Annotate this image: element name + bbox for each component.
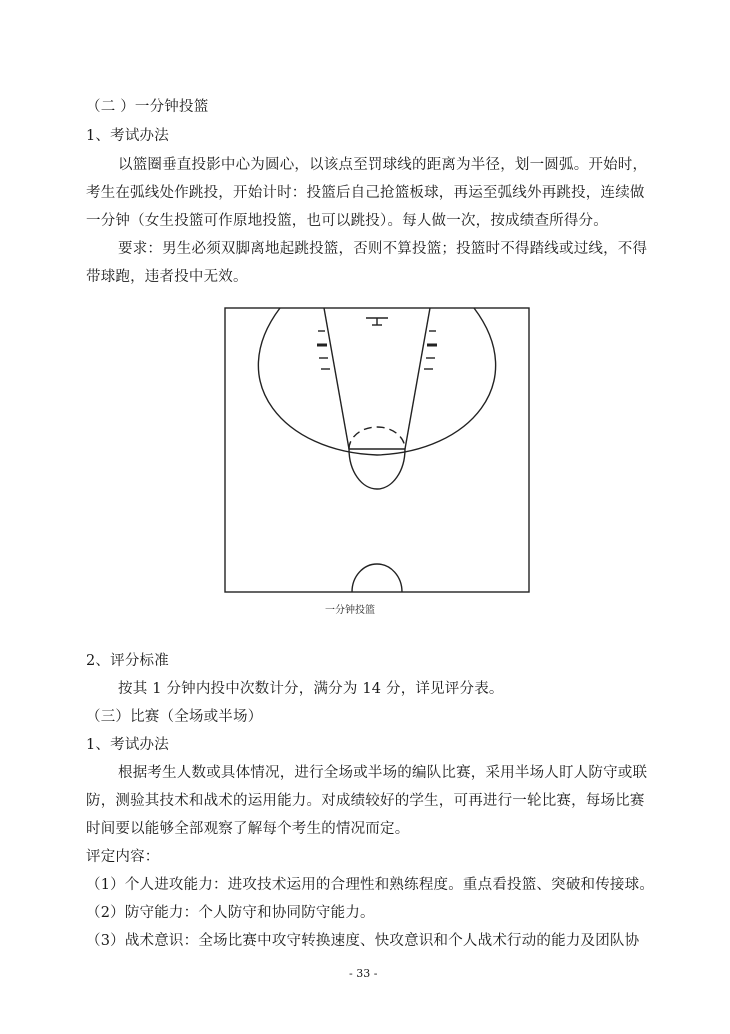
requirement-line-2: 带球跑，违者投中无效。 [86, 269, 248, 285]
method-paragraph-line-2: 考生在弧线处作跳投，开始计时：投篮后自己抢篮板球，再运至弧线外再跳投，连续做 [86, 185, 645, 201]
requirement-line-1: 要求：男生必须双脚离地起跳投篮，否则不算投篮；投篮时不得踏线或过线，不得 [118, 241, 648, 257]
evaluation-item-1: （1）个人进攻能力：进攻技术运用的合理性和熟练程度。重点看投篮、突破和传接球。 [86, 877, 655, 893]
evaluation-item-3: （3）战术意识：全场比赛中攻守转换速度、快攻意识和个人战术行动的能力及团队协 [86, 933, 640, 949]
center-circle [352, 564, 402, 592]
evaluation-heading: 评定内容： [86, 849, 160, 865]
three-point-arc [258, 308, 495, 455]
scoring-standard-heading: 2、评分标准 [86, 653, 169, 669]
lane-line-left [324, 308, 349, 449]
method-paragraph-line-3: 一分钟（女生投篮可作原地投篮，也可以跳投）。每人做一次，按成绩查所得分。 [86, 213, 608, 229]
section-heading-one-minute-shooting: （二 ）一分钟投篮 [86, 99, 209, 115]
exam-method-heading-2: 1、考试办法 [86, 737, 169, 753]
basketball-court-diagram [224, 307, 530, 593]
lane-hash-marks-right [424, 331, 437, 369]
evaluation-item-2: （2）防守能力：个人防守和协同防守能力。 [86, 905, 375, 921]
free-throw-circle-upper-dashed [349, 427, 405, 449]
scoring-standard-text: 按其 1 分钟内投中次数计分，满分为 14 分，详见评分表。 [118, 681, 504, 697]
match-paragraph-line-2: 防，测验其技术和战术的运用能力。对成绩较好的学生，可再进行一轮比赛，每场比赛 [86, 793, 645, 809]
figure-caption: 一分钟投篮 [325, 605, 375, 616]
method-paragraph-line-1: 以篮圈垂直投影中心为圆心，以该点至罚球线的距离为半径，划一圆弧。开始时， [118, 157, 648, 173]
page-number: - 33 - [349, 967, 378, 980]
match-paragraph-line-3: 时间要以能够全部观察了解每个考生的情况而定。 [86, 821, 410, 837]
lane-hash-marks-left [317, 331, 330, 369]
section-heading-match: （三）比赛（全场或半场） [86, 709, 263, 725]
match-paragraph-line-1: 根据考生人数或具体情况，进行全场或半场的编队比赛，采用半场人盯人防守或联 [118, 765, 648, 781]
court-boundary [225, 308, 529, 592]
lane-line-right [405, 308, 430, 449]
exam-method-heading: 1、考试办法 [86, 128, 169, 144]
